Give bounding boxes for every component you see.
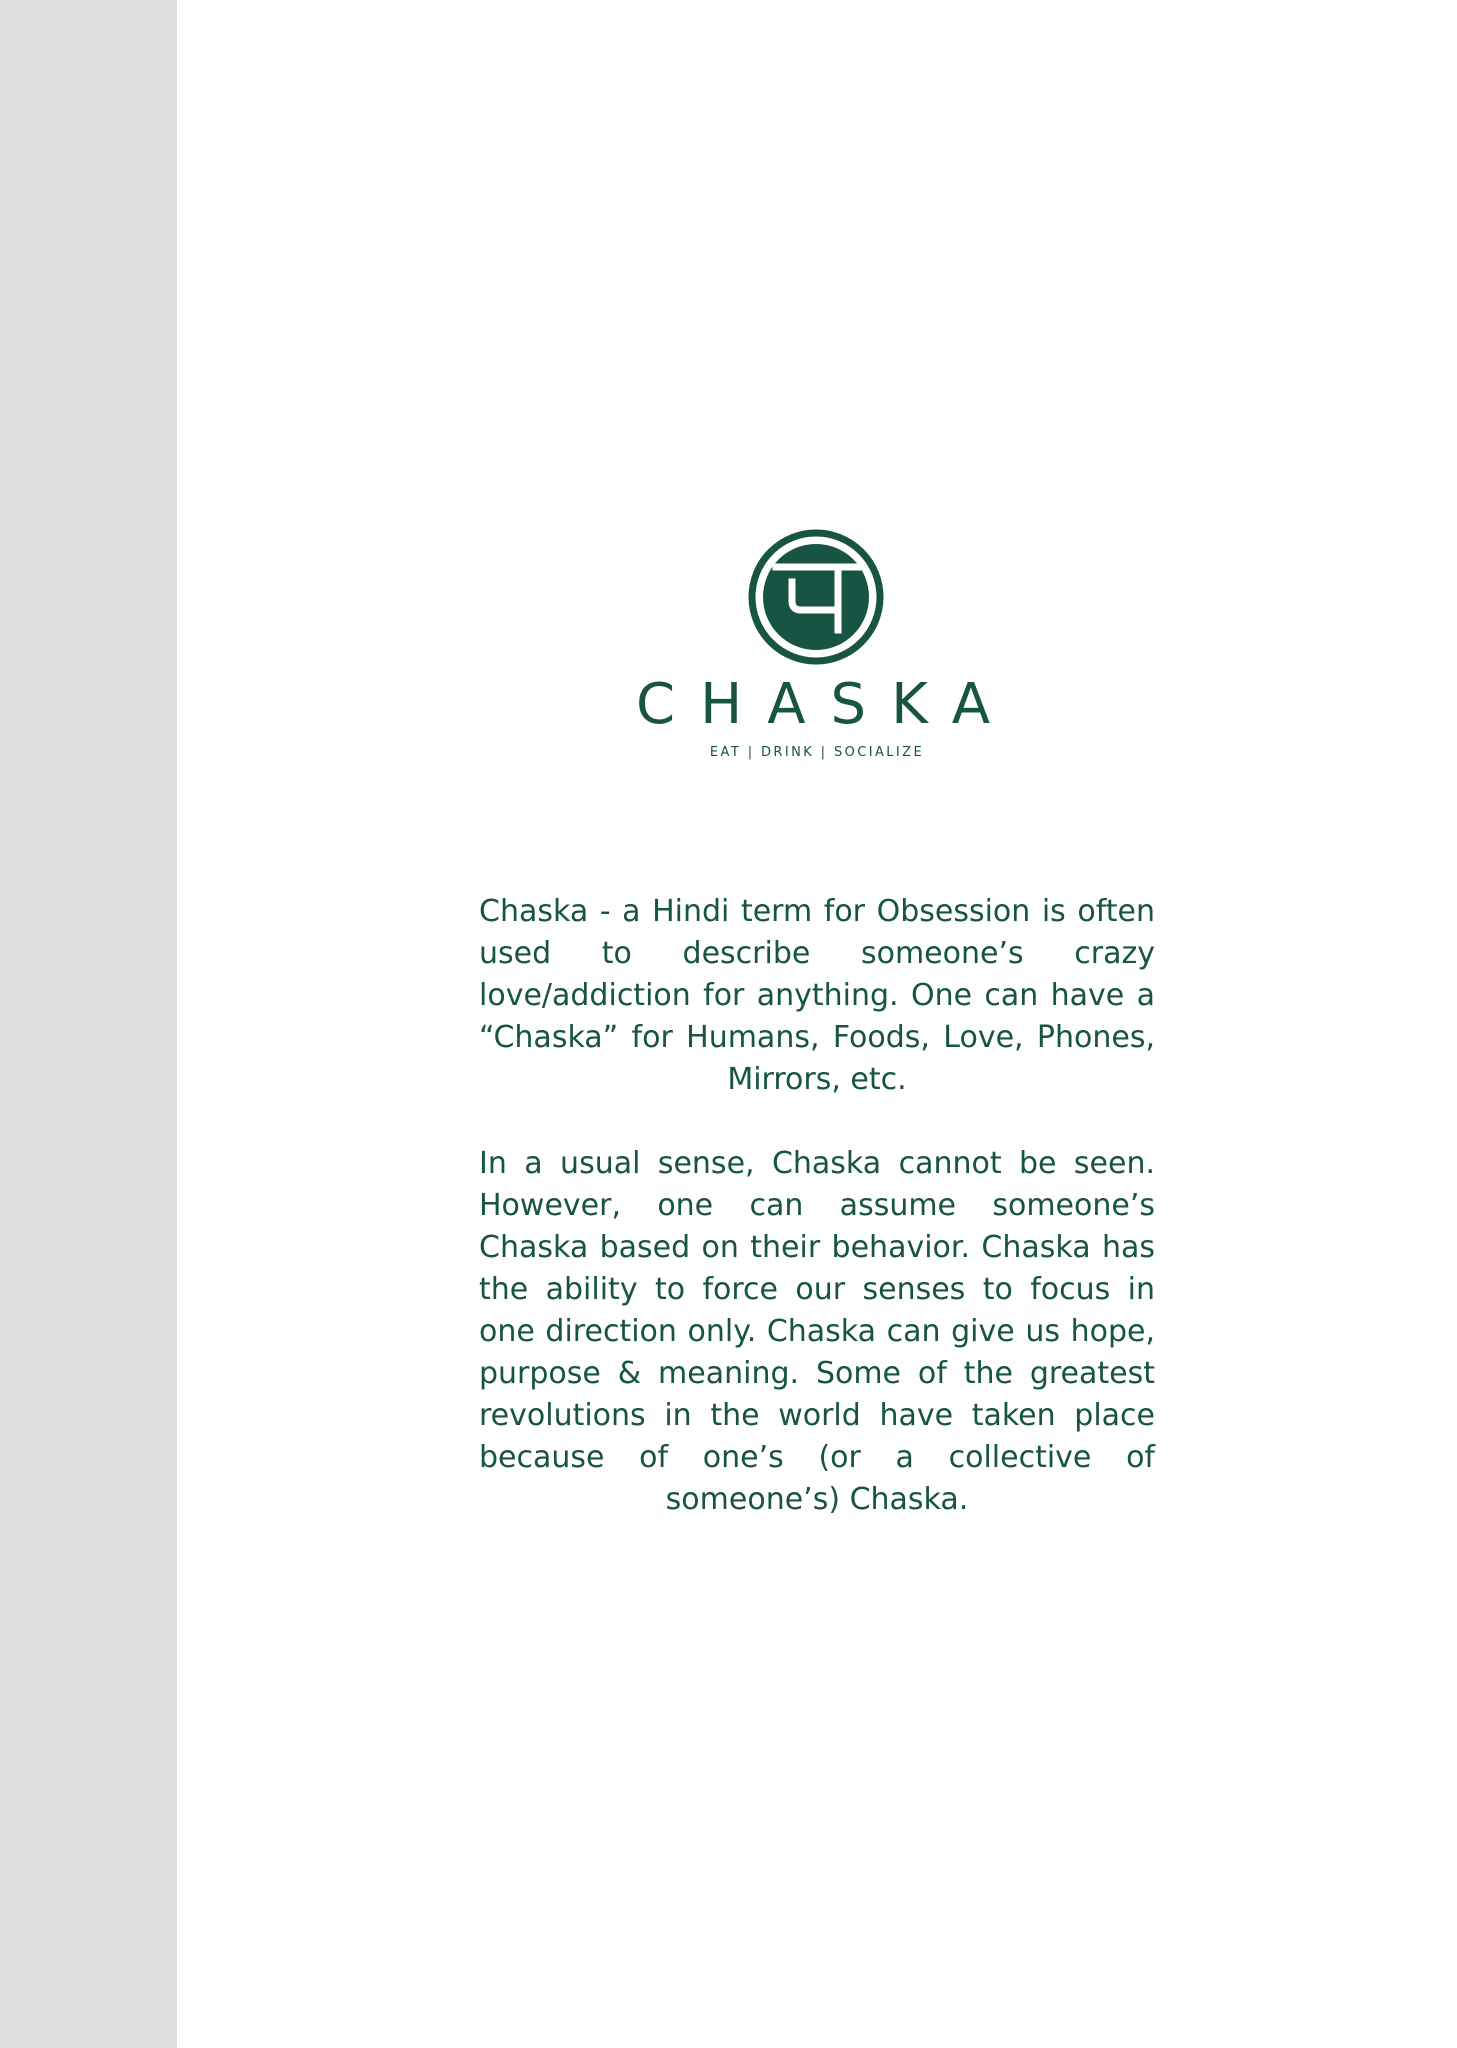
emblem-outer-ring [752,533,880,661]
side-strip [0,0,177,2048]
paragraph-intro: Chaska - a Hindi term for Obsession is often used to describe someone’s crazy love/addiction for anything. One can have a “Chaska” for Humans, Foods, Love, Phones, Mirrors, etc. [479,894,1155,1097]
brand-tagline: EAT | DRINK | SOCIALIZE [709,745,925,760]
body-text [479,891,1155,1521]
paragraph-details: In a usual sense, Chaska cannot be seen. However, one can assume someone’s Chaska based on their behavior. Chaska has the ability to force our senses to focus in one direction only. Chaska can give us hope, purpose & meaning. Some of the greatest revolutions in the world have taken place because of one’s (or a collective of someone’s) Chaska. [479,1146,1155,1517]
emblem-disc [763,544,869,650]
brand-name: CHASKA [636,672,1016,737]
devanagari-cha-glyph-icon [776,567,860,630]
